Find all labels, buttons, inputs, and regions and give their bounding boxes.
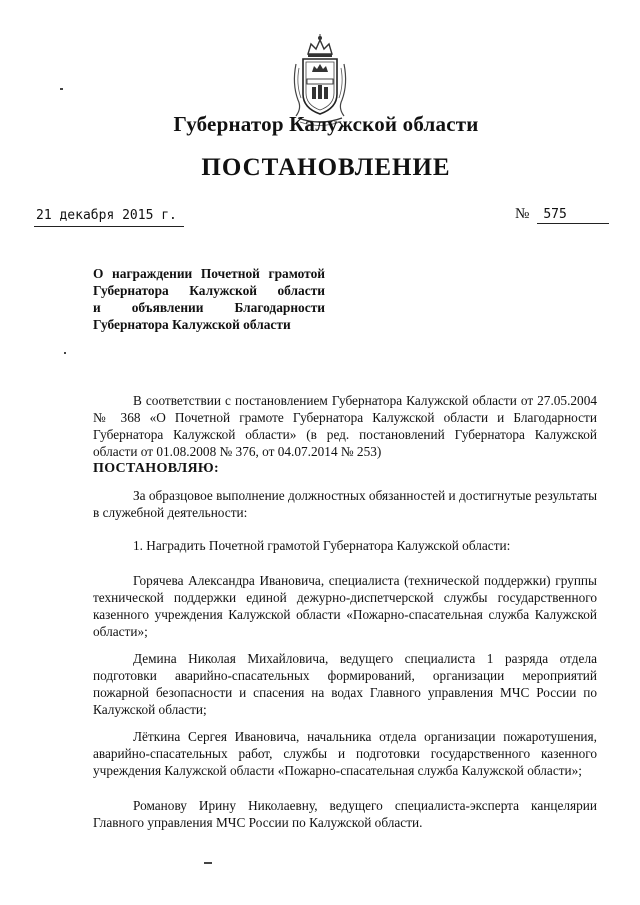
subject-line-4: Губернатора Калужской области xyxy=(93,317,291,332)
document-number-field xyxy=(515,206,609,224)
date-underline xyxy=(34,226,184,227)
document-date-field xyxy=(36,208,177,223)
awardee-paragraph: Горячева Александра Ивановича, специалиста (технической поддержки) группы технической поддержки единой дежурно-диспетчерской службы государственного казенного учреждения Калужской области «Пожарно-спасательная служба Калужской области»; xyxy=(93,573,597,639)
scan-speck xyxy=(60,88,63,90)
subject-line-1: О награждении Почетной грамотой xyxy=(93,266,325,281)
scan-speck xyxy=(64,352,66,354)
document-number: 575 xyxy=(537,207,609,224)
document-subject xyxy=(93,265,325,333)
subject-line-3: и объявлении Благодарности xyxy=(93,300,325,315)
document-type-heading: ПОСТАНОВЛЕНИЕ xyxy=(201,154,451,181)
scan-speck xyxy=(204,862,212,864)
issuing-authority: Губернатор Калужской области xyxy=(173,112,479,136)
awardee-paragraph: Лёткина Сергея Ивановича, начальника отдела организации пожаротушения, аварийно-спасательных работ, службы и подготовки государственного казенного учреждения Калужской области «Пожарно-спасательная служба Калужской области»; xyxy=(93,729,597,778)
preamble-paragraph: В соответствии с постановлением Губернатора Калужской области от 27.05.2004 № 368 «О Почетной грамоте Губернатора Калужской области и Благодарности Губернатора Калужской области» (в ред. постановлений Губернатора Калужской области от 01.08.2008 № 376, от 04.07.2014 № 253) xyxy=(93,393,597,459)
subject-line-2: Губернатора Калужской области xyxy=(93,283,325,298)
awardee-paragraph: Романову Ирину Николаевну, ведущего специалиста-эксперта канцелярии Главного управления МЧС России по Калужской области. xyxy=(93,798,597,830)
decree-word: ПОСТАНОВЛЯЮ: xyxy=(93,461,219,476)
document-body xyxy=(93,392,597,831)
number-label: № xyxy=(515,206,530,222)
document-date: 21 декабря 2015 г. xyxy=(36,208,177,223)
item-1-heading: 1. Наградить Почетной грамотой Губернатора Калужской области: xyxy=(133,538,511,553)
merit-paragraph: За образцовое выполнение должностных обязанностей и достигнутые результаты в служебной деятельности: xyxy=(93,488,597,520)
awardee-paragraph: Демина Николая Михайловича, ведущего специалиста 1 разряда отдела подготовки аварийно-спасательных формирований, организации мероприятий пожарной безопасности и спасения на водах Главного управления МЧС России по Калужской области; xyxy=(93,651,597,717)
